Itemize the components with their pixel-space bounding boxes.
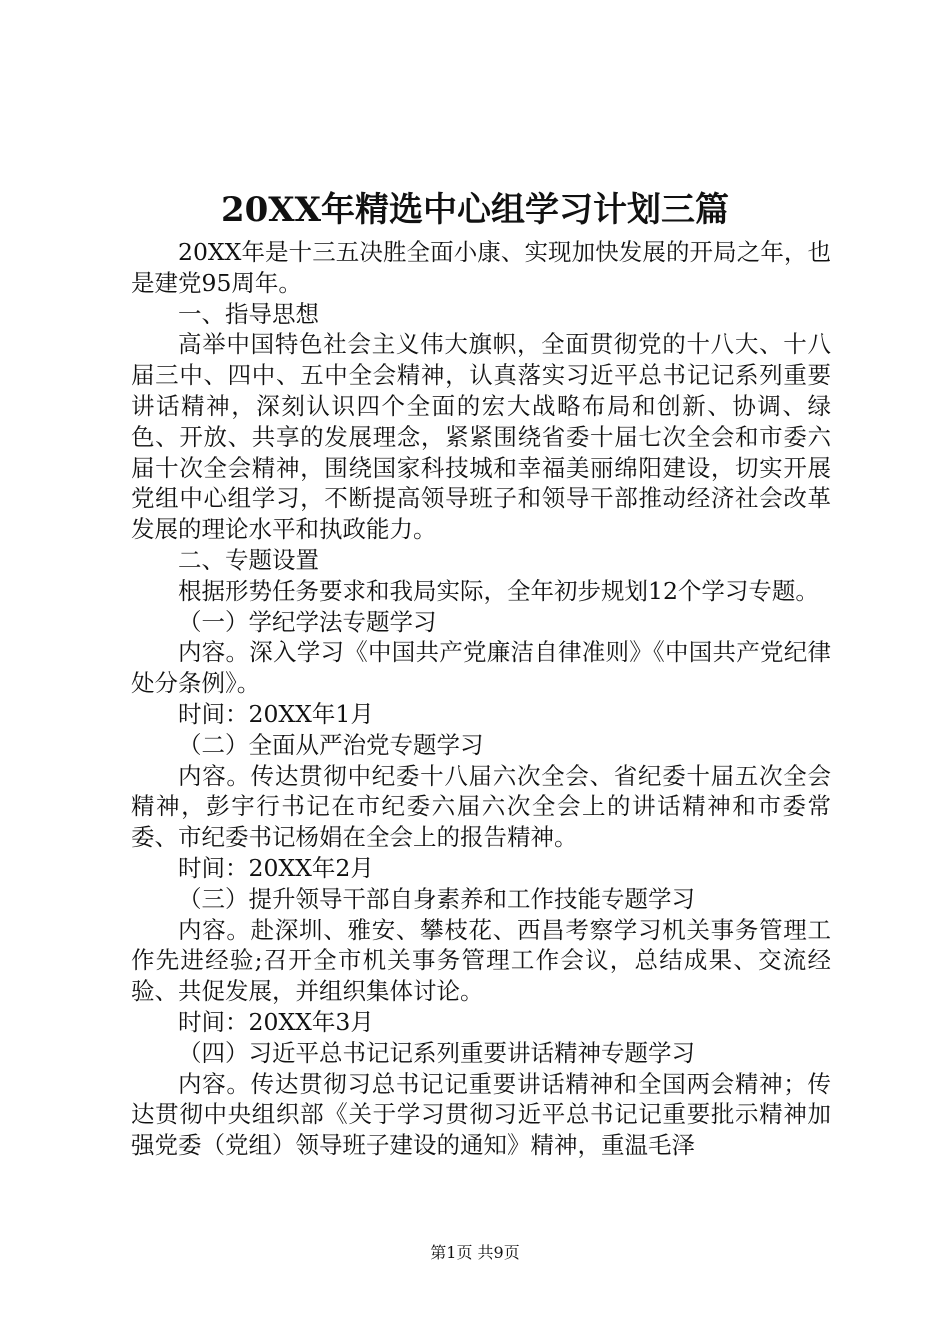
heading-guiding-thought: 一、指导思想	[178, 299, 319, 328]
topic-4-heading: （四）习近平总书记记系列重要讲话精神专题学习	[178, 1038, 695, 1067]
page-footer: 第1页 共9页	[430, 1243, 520, 1262]
topic-2-content: 内容。传达贯彻中纪委十八届六次全会、省纪委十届五次全会精神，彭宇行书记在市纪委六届六次全会上的讲话精神和市委常委、市纪委书记杨娟在全会上的报告精神。	[131, 761, 831, 852]
topic-4-content: 内容。传达贯彻习总书记记重要讲话精神和全国两会精神；传达贯彻中央组织部《关于学习贯彻习近平总书记记重要批示精神加强党委（党组）领导班子建设的通知》精神，重温毛泽	[131, 1069, 831, 1160]
document-body	[131, 237, 831, 1161]
topic-1-heading: （一）学纪学法专题学习	[178, 607, 437, 636]
topic-3-heading: （三）提升领导干部自身素养和工作技能专题学习	[178, 884, 695, 913]
topic-3-time: 时间：20XX年3月	[178, 1007, 374, 1036]
paragraph-topic-setting: 根据形势任务要求和我局实际，全年初步规划12个学习专题。	[178, 576, 819, 605]
paragraph-guiding-thought: 高举中国特色社会主义伟大旗帜，全面贯彻党的十八大、十八届三中、四中、五中全会精神，认真落实习近平总书记记系列重要讲话精神，深刻认识四个全面的宏大战略布局和创新、协调、绿色、开放、共享的发展理念，紧紧围绕省委十届七次全会和市委六届十次全会精神，围绕国家科技城和幸福美丽绵阳建设，切实开展党组中心组学习，不断提高领导班子和领导干部推动经济社会改革发展的理论水平和执政能力。	[131, 330, 831, 544]
heading-topic-setting: 二、专题设置	[178, 545, 319, 574]
topic-2-heading: （二）全面从严治党专题学习	[178, 730, 484, 759]
document-title: 20XX年精选中心组学习计划三篇	[220, 190, 730, 230]
topic-1-time: 时间：20XX年1月	[178, 699, 374, 728]
paragraph-intro: 20XX年是十三五决胜全面小康、实现加快发展的开局之年，也是建党95周年。	[131, 238, 831, 297]
topic-2-time: 时间：20XX年2月	[178, 853, 374, 882]
topic-1-content: 内容。深入学习《中国共产党廉洁自律准则》《中国共产党纪律处分条例》。	[131, 638, 831, 698]
topic-3-content: 内容。赴深圳、雅安、攀枝花、西昌考察学习机关事务管理工作先进经验;召开全市机关事务管理工作会议，总结成果、交流经验、共促发展，并组织集体讨论。	[131, 915, 831, 1006]
